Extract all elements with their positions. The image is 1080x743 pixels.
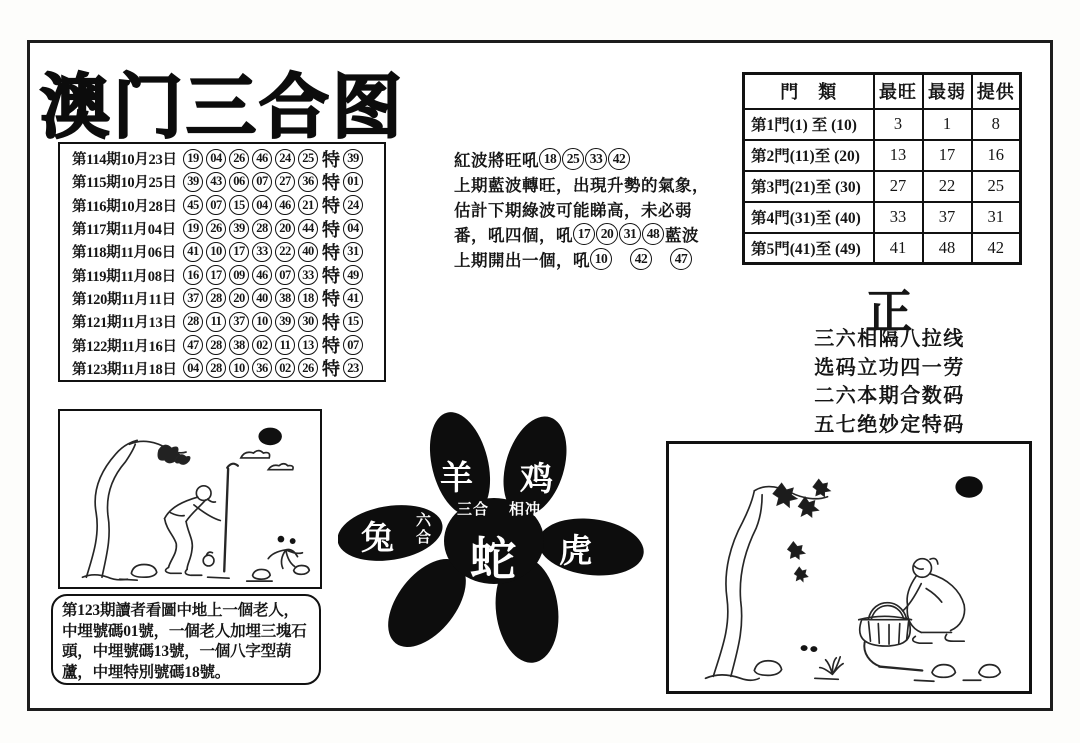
- gate-range-cell: 第5門(41)至 (49): [744, 233, 874, 264]
- special-label: 特: [322, 336, 340, 357]
- number-ball: 36: [298, 172, 318, 192]
- forecast-text: 上期開出一個，吼: [454, 250, 590, 270]
- gate-body: [744, 109, 1021, 264]
- illustration-old-man-with-staff: [58, 409, 322, 589]
- number-ball: 37: [183, 288, 203, 308]
- number-ball: 19: [183, 219, 203, 239]
- draw-label: 第118期11月06日: [72, 245, 176, 262]
- number-ball: 36: [252, 358, 272, 378]
- number-ball: 06: [229, 172, 249, 192]
- forecast-line: [454, 196, 734, 221]
- number-ball: 41: [183, 242, 203, 262]
- forecast-text: 藍波: [665, 225, 699, 245]
- number-ball: 31: [343, 242, 363, 262]
- result-row: [72, 194, 384, 217]
- gate-range-cell: 第1門(1) 至 (10): [744, 109, 874, 140]
- number-ball: 15: [343, 312, 363, 332]
- number-ball: 39: [183, 172, 203, 192]
- number-ball: 28: [206, 288, 226, 308]
- number-ball: 39: [275, 312, 295, 332]
- gate-value-cell: 41: [874, 233, 923, 264]
- zodiac-tiger-label: 虎: [559, 534, 592, 570]
- gate-stats-table: [742, 72, 1022, 265]
- gate-range-cell: 第3門(21)至 (30): [744, 171, 874, 202]
- number-ball: 28: [206, 335, 226, 355]
- gate-header-cell: 最弱: [923, 74, 972, 109]
- draw-label: 第117期11月04日: [72, 222, 176, 239]
- number-ball: 10: [229, 358, 249, 378]
- slogan-line: 五七绝妙定特码: [814, 413, 965, 436]
- number-ball: 21: [298, 195, 318, 215]
- draw-label: 第116期10月28日: [72, 198, 177, 215]
- number-ball: 40: [298, 242, 318, 262]
- slogan-line: 三六相隔八拉线: [814, 328, 965, 350]
- gate-header-cell: 最旺: [874, 74, 923, 109]
- number-ball: 46: [252, 265, 272, 285]
- gate-value-cell: 31: [972, 202, 1021, 233]
- number-ball: 47: [183, 335, 203, 355]
- number-ball: 39: [343, 149, 363, 169]
- number-ball: 20: [229, 288, 249, 308]
- number-ball: 46: [275, 195, 295, 215]
- gate-value-cell: 42: [972, 233, 1021, 264]
- zheng-character: 正: [865, 287, 915, 339]
- number-ball: 01: [343, 172, 363, 192]
- result-row: [72, 334, 384, 357]
- number-ball: 26: [206, 219, 226, 239]
- number-ball: 41: [343, 288, 363, 308]
- gate-value-cell: 13: [874, 140, 923, 171]
- reader-note-text: 第123期讀者看圖中地上一個老人，中埋號碼01號，一個老人加埋三塊石頭，中埋號碼13號，一個八字型葫蘆，中埋特別號碼18號。: [62, 602, 307, 681]
- zodiac-rabbit-label: 兔: [361, 521, 394, 557]
- gate-header-row: [744, 74, 1021, 109]
- gate-value-cell: 27: [874, 171, 923, 202]
- number-ball: 16: [183, 265, 203, 285]
- draw-label: 第121期11月13日: [72, 315, 177, 332]
- number-ball: 49: [343, 265, 363, 285]
- number-ball: 28: [252, 219, 272, 239]
- number-ball: 07: [252, 172, 272, 192]
- result-row: [72, 147, 384, 170]
- result-row: [72, 287, 384, 310]
- special-label: 特: [322, 219, 340, 240]
- special-label: 特: [322, 289, 340, 310]
- number-ball: 28: [183, 312, 203, 332]
- slogan-line: 二六本期合数码: [814, 385, 965, 407]
- number-ball: 24: [343, 195, 363, 215]
- forecast-line: [454, 171, 734, 196]
- special-label: 特: [322, 359, 340, 380]
- result-row: [72, 357, 384, 380]
- gate-row: [744, 233, 1021, 264]
- number-ball: 42: [630, 248, 652, 270]
- number-ball: 38: [275, 288, 295, 308]
- number-ball: 33: [585, 148, 607, 170]
- number-ball: 04: [343, 219, 363, 239]
- gate-range-cell: 第2門(11)至 (20): [744, 140, 874, 171]
- number-ball: 30: [298, 312, 318, 332]
- zodiac-flower: [338, 406, 650, 668]
- gate-value-cell: 33: [874, 202, 923, 233]
- forecast-text: 估計下期綠波可能睇高，未必弱: [454, 200, 692, 220]
- forecast-line: [454, 246, 734, 271]
- number-ball: 18: [298, 288, 318, 308]
- number-ball: 07: [206, 195, 226, 215]
- number-ball: 11: [206, 312, 226, 332]
- relation-sanhe-label: 三合: [457, 502, 490, 518]
- gate-value-cell: 17: [923, 140, 972, 171]
- number-ball: 10: [252, 312, 272, 332]
- number-ball: 26: [229, 149, 249, 169]
- number-ball: 27: [275, 172, 295, 192]
- gate-row: [744, 140, 1021, 171]
- draw-label: 第120期11月11日: [72, 291, 176, 308]
- number-ball: 33: [252, 242, 272, 262]
- relation-xiangchong-label: 相冲: [509, 502, 542, 518]
- number-ball: 26: [298, 358, 318, 378]
- result-row: [72, 170, 384, 193]
- forecast-text: 紅波將旺吼: [454, 150, 539, 170]
- special-label: 特: [322, 196, 340, 217]
- number-ball: 09: [229, 265, 249, 285]
- zodiac-rooster-label: 鸡: [520, 462, 553, 498]
- gate-value-cell: 37: [923, 202, 972, 233]
- number-ball: 10: [590, 248, 612, 270]
- number-ball: 13: [298, 335, 318, 355]
- number-ball: 02: [252, 335, 272, 355]
- number-ball: 39: [229, 219, 249, 239]
- forecast-paragraph: [454, 146, 734, 271]
- page-frame: [27, 40, 1053, 711]
- number-ball: 17: [573, 223, 595, 245]
- number-ball: 38: [229, 335, 249, 355]
- number-ball: 04: [252, 195, 272, 215]
- special-label: 特: [322, 172, 340, 193]
- draw-label: 第123期11月18日: [72, 361, 177, 378]
- special-label: 特: [322, 242, 340, 263]
- number-ball: 37: [229, 312, 249, 332]
- old-man-drawing: [60, 411, 320, 587]
- results-table: [58, 142, 386, 382]
- number-ball: 23: [343, 358, 363, 378]
- number-ball: 20: [596, 223, 618, 245]
- draw-label: 第114期10月23日: [72, 152, 177, 169]
- draw-label: 第122期11月16日: [72, 338, 177, 355]
- number-ball: 25: [298, 149, 318, 169]
- forecast-line: [454, 146, 734, 171]
- number-ball: 44: [298, 219, 318, 239]
- gate-value-cell: 22: [923, 171, 972, 202]
- page-title: 澳门三合图: [40, 66, 405, 148]
- gate-value-cell: 48: [923, 233, 972, 264]
- number-ball: 17: [229, 242, 249, 262]
- forecast-text: [653, 247, 670, 271]
- gate-value-cell: 25: [972, 171, 1021, 202]
- number-ball: 04: [206, 149, 226, 169]
- number-ball: 19: [183, 149, 203, 169]
- gate-row: [744, 109, 1021, 140]
- number-ball: 31: [619, 223, 641, 245]
- number-ball: 11: [275, 335, 295, 355]
- special-label: 特: [322, 149, 340, 170]
- number-ball: 18: [539, 148, 561, 170]
- illustration-man-with-basket: [666, 441, 1032, 694]
- number-ball: 02: [275, 358, 295, 378]
- number-ball: 07: [343, 335, 363, 355]
- forecast-text: [613, 247, 630, 271]
- gate-value-cell: 1: [923, 109, 972, 140]
- result-row: [72, 240, 384, 263]
- number-ball: 28: [206, 358, 226, 378]
- special-label: 特: [322, 312, 340, 333]
- gate-range-cell: 第4門(31)至 (40): [744, 202, 874, 233]
- number-ball: 33: [298, 265, 318, 285]
- number-ball: 24: [275, 149, 295, 169]
- forecast-line: [454, 221, 734, 246]
- gate-row: [744, 171, 1021, 202]
- number-ball: 15: [229, 195, 249, 215]
- gate-value-cell: 8: [972, 109, 1021, 140]
- slogan-line: 选码立功四一劳: [814, 356, 965, 379]
- draw-label: 第115期10月25日: [72, 175, 177, 192]
- zodiac-snake-label: 蛇: [470, 534, 516, 585]
- number-ball: 43: [206, 172, 226, 192]
- reader-note-box: [51, 594, 321, 685]
- number-ball: 25: [562, 148, 584, 170]
- number-ball: 10: [206, 242, 226, 262]
- number-ball: 20: [275, 219, 295, 239]
- forecast-text: 番，吼四個，吼: [454, 225, 573, 245]
- number-ball: 46: [252, 149, 272, 169]
- draw-label: 第119期11月08日: [72, 268, 176, 285]
- result-row: [72, 217, 384, 240]
- special-label: 特: [322, 266, 340, 287]
- number-ball: 40: [252, 288, 272, 308]
- forecast-text: 上期藍波轉旺，出現升勢的氣象，: [454, 175, 709, 195]
- result-row: [72, 264, 384, 287]
- gate-value-cell: 3: [874, 109, 923, 140]
- relation-liuhe-label: 六合: [414, 512, 430, 546]
- slogan-list: [782, 325, 997, 439]
- number-ball: 04: [183, 358, 203, 378]
- gate-row: [744, 202, 1021, 233]
- gate-header-cell: 提供: [972, 74, 1021, 109]
- number-ball: 45: [183, 195, 203, 215]
- number-ball: 48: [642, 223, 664, 245]
- basket-man-drawing: [669, 444, 1029, 691]
- number-ball: 07: [275, 265, 295, 285]
- gate-value-cell: 16: [972, 140, 1021, 171]
- zodiac-goat-label: 羊: [440, 461, 473, 497]
- number-ball: 17: [206, 265, 226, 285]
- number-ball: 47: [670, 248, 692, 270]
- number-ball: 22: [275, 242, 295, 262]
- gate-header-cell: 門 類: [744, 74, 874, 109]
- result-row: [72, 310, 384, 333]
- number-ball: 42: [608, 148, 630, 170]
